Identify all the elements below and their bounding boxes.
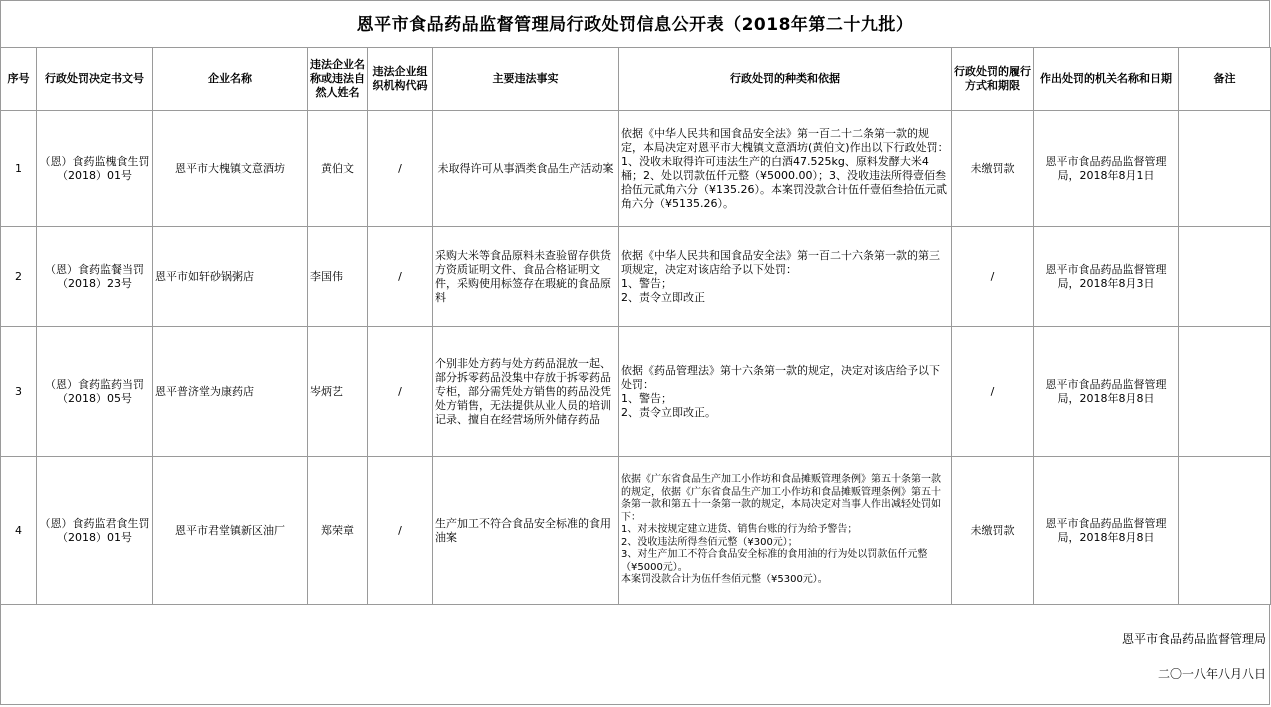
cell-authority: 恩平市食品药品监督管理局，2018年8月3日 [1034, 227, 1179, 327]
cell-method: 未缴罚款 [952, 457, 1034, 605]
table-row [1, 327, 1271, 457]
header-doc-no: 行政处罚决定书文号 [37, 48, 153, 111]
table-row [1, 457, 1271, 605]
cell-basis: 依据《中华人民共和国食品安全法》第一百二十二条第一款的规定，本局决定对恩平市大槐镇文意酒坊(黄伯文)作出以下行政处罚：1、没收未取得许可违法生产的白酒47.525kg、原料发酵大米4桶；2、处以罚款伍仟元整（¥5000.00）；3、没收违法所得壹佰叁拾伍元贰角六分（¥135.26）。本案罚没款合计伍仟壹佰叁拾伍元贰角六分（¥5135.26）。 [619, 111, 952, 227]
cell-method: / [952, 327, 1034, 457]
footer-agency: 恩平市食品药品监督管理局 [1121, 632, 1266, 646]
cell-basis: 依据《药品管理法》第十六条第一款的规定，决定对该店给予以下处罚： 1、警告； 2、责令立即改正。 [619, 327, 952, 457]
header-seq: 序号 [1, 48, 37, 111]
cell-remark [1179, 327, 1271, 457]
cell-person: 郑荣章 [308, 457, 368, 605]
header-row [1, 48, 1271, 111]
header-authority: 作出处罚的机关名称和日期 [1034, 48, 1179, 111]
cell-remark [1179, 111, 1271, 227]
table-row [1, 111, 1271, 227]
cell-org-code: / [368, 457, 433, 605]
cell-facts: 生产加工不符合食品安全标准的食用油案 [433, 457, 619, 605]
cell-org-code: / [368, 227, 433, 327]
cell-seq: 3 [1, 327, 37, 457]
cell-facts: 未取得许可从事酒类食品生产活动案 [433, 111, 619, 227]
table-row [1, 227, 1271, 327]
cell-company: 恩平市如轩砂锅粥店 [153, 227, 308, 327]
cell-basis: 依据《中华人民共和国食品安全法》第一百二十六条第一款的第三项规定，决定对该店给予以下处罚： 1、警告； 2、责令立即改正 [619, 227, 952, 327]
cell-doc-no: （恩）食药监槐食生罚（2018）01号 [37, 111, 153, 227]
cell-person: 李国伟 [308, 227, 368, 327]
cell-doc-no: （恩）食药监君食生罚（2018）01号 [37, 457, 153, 605]
header-org-code: 违法企业组织机构代码 [368, 48, 433, 111]
cell-org-code: / [368, 327, 433, 457]
cell-seq: 2 [1, 227, 37, 327]
header-facts: 主要违法事实 [433, 48, 619, 111]
cell-facts: 采购大米等食品原料未查验留存供货方资质证明文件、食品合格证明文件，采购使用标签存在瑕疵的食品原料 [433, 227, 619, 327]
cell-authority: 恩平市食品药品监督管理局，2018年8月8日 [1034, 457, 1179, 605]
footer-frame [0, 604, 1270, 705]
footer-date: 二〇一八年八月八日 [1157, 667, 1266, 681]
header-person: 违法企业名称或违法自然人姓名 [308, 48, 368, 111]
cell-company: 恩平市大槐镇文意酒坊 [153, 111, 308, 227]
cell-company: 恩平市君堂镇新区油厂 [153, 457, 308, 605]
cell-remark [1179, 227, 1271, 327]
cell-doc-no: （恩）食药监餐当罚（2018）23号 [37, 227, 153, 327]
cell-company: 恩平普济堂为康药店 [153, 327, 308, 457]
cell-facts: 个别非处方药与处方药品混放一起、部分拆零药品没集中存放于拆零药品专柜，部分需凭处方销售的药品没凭处方销售，无法提供从业人员的培训记录、擅自在经营场所外储存药品 [433, 327, 619, 457]
cell-person: 岑炳艺 [308, 327, 368, 457]
header-basis: 行政处罚的种类和依据 [619, 48, 952, 111]
cell-method: / [952, 227, 1034, 327]
header-method: 行政处罚的履行方式和期限 [952, 48, 1034, 111]
header-company: 企业名称 [153, 48, 308, 111]
penalty-table [0, 47, 1271, 605]
cell-method: 未缴罚款 [952, 111, 1034, 227]
cell-seq: 1 [1, 111, 37, 227]
cell-authority: 恩平市食品药品监督管理局，2018年8月8日 [1034, 327, 1179, 457]
cell-seq: 4 [1, 457, 37, 605]
page-title: 恩平市食品药品监督管理局行政处罚信息公开表（2018年第二十九批） [0, 0, 1270, 48]
header-remark: 备注 [1179, 48, 1271, 111]
cell-basis: 依据《广东省食品生产加工小作坊和食品摊贩管理条例》第五十条第一款的规定，依据《广东省食品生产加工小作坊和食品摊贩管理条例》第五十条第一款和第五十一条第一款的规定，本局决定对当事人作出减轻处罚如下： 1、对未按规定建立进货、销售台账的行为给予警告； 2、没收违法所得叁佰元整（¥300元）； 3、对生产加工不符合食品安全标准的食用油的行为处以罚款伍仟元整（¥5000元）。 本案罚没款合计为伍仟叁佰元整（¥5300元）。 [619, 457, 952, 605]
cell-person: 黄伯文 [308, 111, 368, 227]
cell-doc-no: （恩）食药监药当罚（2018）05号 [37, 327, 153, 457]
cell-org-code: / [368, 111, 433, 227]
cell-authority: 恩平市食品药品监督管理局，2018年8月1日 [1034, 111, 1179, 227]
cell-remark [1179, 457, 1271, 605]
